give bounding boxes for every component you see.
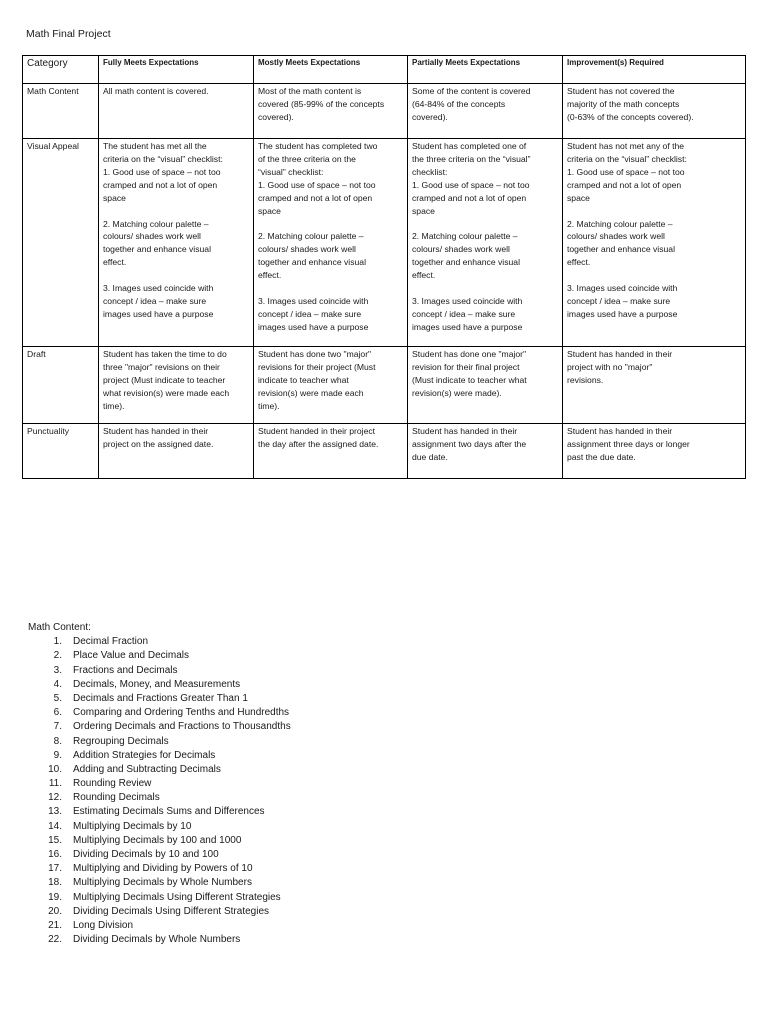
- text-line: cramped and not a lot of open: [412, 192, 527, 203]
- header-mostly-meets: Mostly Meets Expectations: [254, 56, 408, 84]
- page-title: Math Final Project: [26, 28, 111, 40]
- cell-draft-mostly: [254, 347, 408, 424]
- text-line: cramped and not a lot of open: [103, 179, 218, 190]
- list-item: [28, 692, 291, 706]
- list-item: [28, 891, 291, 905]
- text-line: Student has handed in their: [567, 349, 673, 359]
- text-line: concept / idea – make sure: [567, 296, 671, 307]
- category-punctuality: Punctuality: [23, 424, 99, 479]
- list-item-number: 13.: [48, 806, 62, 818]
- text-line: colours/ shades work well: [103, 231, 201, 242]
- cell-visual-fully: [99, 139, 254, 347]
- text-line: Student has done two "major": [258, 349, 372, 359]
- text-line: the three criteria on the “visual”: [412, 153, 531, 164]
- list-item: [28, 720, 291, 734]
- list-item: [28, 905, 291, 919]
- list-item: [28, 919, 291, 933]
- text-line: “visual” checklist:: [258, 166, 324, 177]
- text-line: covered).: [412, 111, 448, 122]
- text-line: 2. Matching colour palette –: [258, 231, 364, 242]
- list-item-text: Long Division: [73, 919, 134, 931]
- list-item-number: 15.: [48, 834, 62, 846]
- text-line: project (Must indicate to teacher: [103, 374, 226, 385]
- text-line: 3. Images used coincide with: [567, 283, 678, 294]
- list-item-text: Multiplying Decimals by Whole Numbers: [73, 877, 252, 889]
- text-line: revisions.: [567, 374, 604, 385]
- text-line: 1. Good use of space – not too: [258, 179, 376, 190]
- text-line: (Must indicate to teacher what: [412, 374, 527, 385]
- list-item: [28, 763, 291, 777]
- text-line: indicate to teacher what: [258, 374, 349, 385]
- text-line: colours/ shades work well: [412, 244, 510, 255]
- text-line: The student has met all the: [103, 141, 207, 151]
- list-item-number: 8.: [53, 735, 62, 747]
- text-line: 3. Images used coincide with: [103, 283, 214, 294]
- list-item-number: 3.: [53, 664, 62, 676]
- list-item: [28, 678, 291, 692]
- cell-visual-improvement: [563, 139, 746, 347]
- list-item-number: 2.: [53, 650, 62, 662]
- text-line: time).: [258, 400, 280, 411]
- list-item-text: Decimals and Fractions Greater Than 1: [73, 692, 248, 704]
- row-math-content: [23, 84, 746, 139]
- text-line: effect.: [103, 257, 127, 268]
- list-item: [28, 664, 291, 678]
- text-line: images used have a purpose: [258, 321, 369, 332]
- text-line: images used have a purpose: [567, 308, 678, 319]
- text-line: 3. Images used coincide with: [258, 296, 369, 307]
- cell-visual-partially: [408, 139, 563, 347]
- text-line: 3. Images used coincide with: [412, 296, 523, 307]
- row-punctuality: [23, 424, 746, 479]
- text-line: Student has handed in their: [412, 426, 518, 436]
- text-line: colours/ shades work well: [567, 231, 665, 242]
- text-line: criteria on the “visual” checklist:: [567, 153, 687, 164]
- text-line: assignment two days after the: [412, 438, 527, 449]
- text-line: revision(s) were made each: [258, 387, 364, 398]
- list-item: [28, 791, 291, 805]
- list-item-text: Decimals, Money, and Measurements: [73, 678, 241, 690]
- text-line: 1. Good use of space – not too: [412, 179, 530, 190]
- text-line: space: [103, 192, 126, 203]
- list-item-text: Rounding Decimals: [73, 792, 160, 804]
- row-visual-appeal: [23, 139, 746, 347]
- text-line: The student has completed two: [258, 141, 378, 151]
- text-line: Student has taken the time to do: [103, 349, 227, 359]
- list-item: [28, 933, 291, 947]
- list-item-text: Comparing and Ordering Tenths and Hundredths: [73, 707, 290, 719]
- list-item-text: Place Value and Decimals: [73, 650, 189, 662]
- category-draft: Draft: [23, 347, 99, 424]
- list-item-text: Decimal Fraction: [73, 636, 149, 648]
- text-line: covered (85-99% of the concepts: [258, 98, 385, 109]
- list-item-number: 1.: [53, 636, 62, 648]
- text-line: Student has not met any of the: [567, 141, 685, 151]
- header-partially-meets: Partially Meets Expectations: [408, 56, 563, 84]
- list-item: [28, 862, 291, 876]
- text-line: what revision(s) were made each: [103, 387, 230, 398]
- list-item-text: Dividing Decimals Using Different Strategies: [73, 905, 270, 917]
- text-line: revision for their final project: [412, 361, 520, 372]
- list-item-number: 21.: [48, 919, 62, 931]
- list-item-number: 19.: [48, 891, 62, 903]
- list-item-text: Adding and Subtracting Decimals: [73, 763, 221, 775]
- text-line: 2. Matching colour palette –: [103, 218, 209, 229]
- text-line: Student has completed one of: [412, 141, 527, 151]
- list-item-number: 11.: [48, 778, 62, 790]
- text-line: three "major" revisions on their: [103, 361, 220, 372]
- list-item: [28, 820, 291, 834]
- text-line: together and enhance visual: [103, 244, 211, 255]
- list-item-text: Fractions and Decimals: [73, 664, 178, 676]
- list-item-text: Multiplying and Dividing by Powers of 10: [73, 863, 253, 875]
- text-line: Student has not covered the: [567, 86, 675, 96]
- list-item: [28, 834, 291, 848]
- cell-visual-mostly: [254, 139, 408, 347]
- row-draft: [23, 347, 746, 424]
- text-line: of the three criteria on the: [258, 153, 356, 164]
- header-category: Category: [23, 56, 99, 84]
- text-line: checklist:: [412, 166, 448, 177]
- text-line: the day after the assigned date.: [258, 438, 379, 449]
- math-content-section: [28, 621, 291, 947]
- list-item-number: 22.: [48, 934, 62, 946]
- text-line: revisions for their project (Must: [258, 361, 376, 372]
- cell-punctuality-partially: [408, 424, 563, 479]
- text-line: Student has handed in their: [103, 426, 209, 436]
- list-item: [28, 706, 291, 720]
- text-line: cramped and not a lot of open: [258, 192, 373, 203]
- list-item: [28, 848, 291, 862]
- text-line: Student has handed in their: [567, 426, 673, 436]
- list-item-text: Estimating Decimals Sums and Differences: [73, 806, 265, 818]
- text-line: together and enhance visual: [258, 257, 366, 268]
- math-content-heading: Math Content:: [28, 622, 91, 633]
- list-item-number: 10.: [48, 763, 62, 775]
- list-item-number: 20.: [48, 905, 62, 917]
- list-item-number: 5.: [53, 692, 62, 704]
- text-line: space: [567, 192, 590, 203]
- list-item-number: 16.: [48, 849, 62, 861]
- text-line: 1. Good use of space – not too: [567, 166, 685, 177]
- text-line: revision(s) were made).: [412, 387, 502, 398]
- category-visual-appeal: Visual Appeal: [23, 139, 99, 347]
- cell-math-mostly: [254, 84, 408, 139]
- text-line: covered).: [258, 111, 294, 122]
- header-improvement-required: Improvement(s) Required: [563, 56, 746, 84]
- list-item-number: 6.: [53, 707, 62, 719]
- cell-punctuality-fully: [99, 424, 254, 479]
- text-line: due date.: [412, 451, 448, 462]
- text-line: concept / idea – make sure: [103, 296, 207, 307]
- cell-math-fully: [99, 84, 254, 139]
- text-line: together and enhance visual: [412, 257, 520, 268]
- list-item: [28, 749, 291, 763]
- list-item-number: 7.: [53, 721, 62, 733]
- list-item: [28, 649, 291, 663]
- list-item-text: Addition Strategies for Decimals: [73, 749, 216, 761]
- text-line: concept / idea – make sure: [258, 308, 362, 319]
- list-item: [28, 876, 291, 890]
- text-line: Student has done one "major": [412, 349, 527, 359]
- list-item-text: Multiplying Decimals by 10: [73, 820, 192, 832]
- cell-draft-improvement: [563, 347, 746, 424]
- rubric-header-row: [23, 56, 746, 84]
- list-item-text: Ordering Decimals and Fractions to Thousandths: [73, 721, 291, 733]
- list-item-text: Multiplying Decimals Using Different Strategies: [73, 891, 281, 903]
- list-item: [28, 735, 291, 749]
- list-item-number: 12.: [48, 792, 62, 804]
- text-line: Some of the content is covered: [412, 86, 531, 96]
- text-line: criteria on the “visual” checklist:: [103, 153, 223, 164]
- list-item-text: Dividing Decimals by Whole Numbers: [73, 934, 241, 946]
- list-item: [28, 805, 291, 819]
- cell-math-partially: [408, 84, 563, 139]
- text-line: colours/ shades work well: [258, 244, 356, 255]
- list-item-number: 4.: [53, 678, 62, 690]
- cell-draft-fully: [99, 347, 254, 424]
- list-item: [28, 635, 291, 649]
- cell-draft-partially: [408, 347, 563, 424]
- header-fully-meets: Fully Meets Expectations: [99, 56, 254, 84]
- list-item-text: Multiplying Decimals by 100 and 1000: [73, 834, 242, 846]
- rubric-table: [22, 55, 746, 479]
- math-topics-list: [28, 635, 291, 947]
- list-item-text: Regrouping Decimals: [73, 735, 169, 747]
- list-item: [28, 777, 291, 791]
- text-line: All math content is covered.: [103, 86, 209, 96]
- text-line: Most of the math content is: [258, 86, 362, 96]
- text-line: space: [258, 205, 281, 216]
- text-line: project with no "major": [567, 361, 653, 372]
- text-line: project on the assigned date.: [103, 438, 214, 449]
- list-item-number: 17.: [48, 863, 62, 875]
- cell-math-improvement: [563, 84, 746, 139]
- text-line: images used have a purpose: [412, 321, 523, 332]
- text-line: 2. Matching colour palette –: [412, 231, 518, 242]
- text-line: 2. Matching colour palette –: [567, 218, 673, 229]
- text-line: images used have a purpose: [103, 308, 214, 319]
- text-line: (0-63% of the concepts covered).: [567, 111, 694, 122]
- text-line: effect.: [258, 270, 282, 281]
- list-item-number: 14.: [48, 820, 62, 832]
- text-line: past the due date.: [567, 451, 636, 462]
- text-line: space: [412, 205, 435, 216]
- list-item-text: Dividing Decimals by 10 and 100: [73, 849, 219, 861]
- text-line: majority of the math concepts: [567, 98, 680, 109]
- text-line: (64-84% of the concepts: [412, 98, 506, 109]
- text-line: concept / idea – make sure: [412, 308, 516, 319]
- cell-punctuality-improvement: [563, 424, 746, 479]
- text-line: cramped and not a lot of open: [567, 179, 682, 190]
- text-line: Student handed in their project: [258, 426, 376, 436]
- text-line: assignment three days or longer: [567, 438, 690, 449]
- text-line: effect.: [567, 257, 591, 268]
- cell-punctuality-mostly: [254, 424, 408, 479]
- text-line: effect.: [412, 270, 436, 281]
- list-item-number: 9.: [53, 749, 62, 761]
- text-line: together and enhance visual: [567, 244, 675, 255]
- text-line: 1. Good use of space – not too: [103, 166, 221, 177]
- list-item-number: 18.: [48, 877, 62, 889]
- category-math-content: Math Content: [23, 84, 99, 139]
- text-line: time).: [103, 400, 125, 411]
- list-item-text: Rounding Review: [73, 778, 152, 790]
